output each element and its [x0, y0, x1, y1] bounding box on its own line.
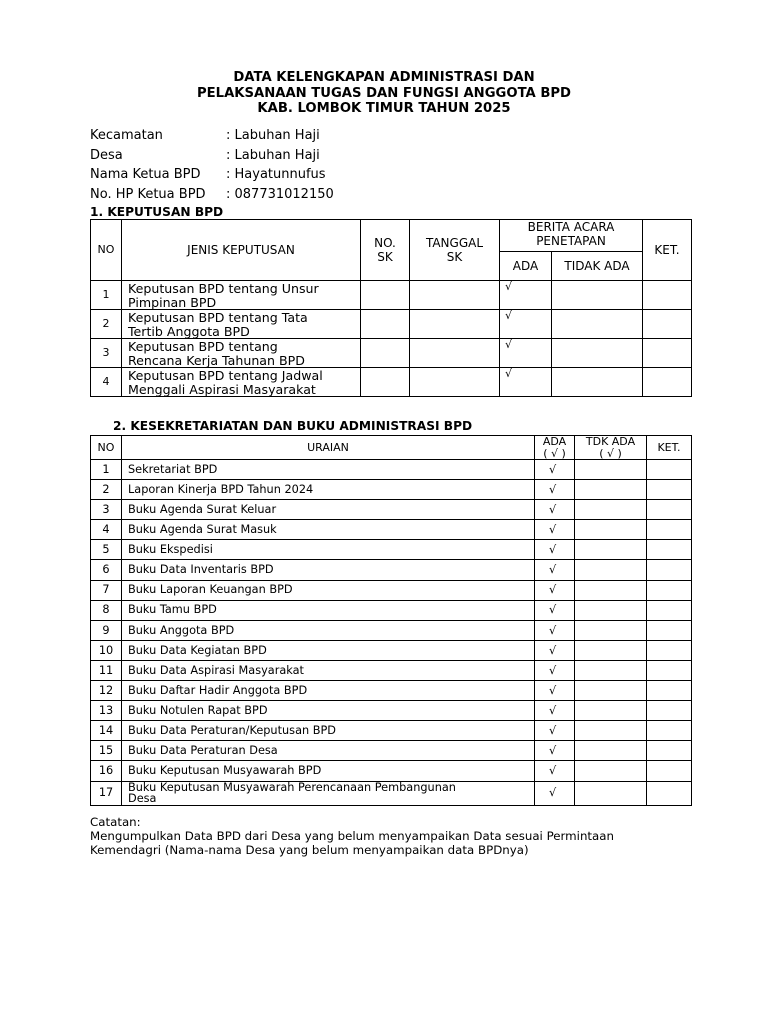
- row-uraian: Buku Data Kegiatan BPD: [122, 640, 535, 660]
- row-jenis-line2: Tertib Anggota BPD: [128, 323, 250, 339]
- buku-row: [91, 600, 692, 620]
- header-tdk-ada: [575, 436, 647, 460]
- section-2-heading: 2. KESEKRETARIATAN DAN BUKU ADMINISTRASI BPD: [113, 419, 473, 433]
- row-number: 16: [91, 761, 122, 781]
- row-number: 9: [91, 620, 122, 640]
- row-uraian: Buku Anggota BPD: [122, 620, 535, 640]
- row-tdk-ada: [575, 781, 647, 805]
- row-ket: [647, 460, 692, 480]
- row-tdk-ada: [575, 721, 647, 741]
- row-uraian: Buku Data Peraturan/Keputusan BPD: [122, 721, 535, 741]
- notes: [90, 815, 678, 857]
- row-tdk-ada: [575, 500, 647, 520]
- row-tidak-ada: [552, 281, 643, 310]
- row-jenis-line2: Pimpinan BPD: [128, 294, 217, 310]
- row-tanggal: [410, 310, 500, 339]
- buku-row: [91, 701, 692, 721]
- header-no: NO: [91, 220, 122, 281]
- notes-line-2: Kemendagri (Nama-nama Desa yang belum menyampaikan data BPDnya): [90, 843, 529, 857]
- header-ket: KET.: [647, 436, 692, 460]
- row-number: 14: [91, 721, 122, 741]
- row-uraian-line2: Desa: [128, 792, 157, 805]
- row-ada-check: √: [535, 580, 575, 600]
- info-value: : Hayatunnufus: [226, 167, 326, 182]
- buku-row: [91, 580, 692, 600]
- row-uraian: Buku Data Aspirasi Masyarakat: [122, 660, 535, 680]
- row-uraian-line1: Buku Keputusan Musyawarah Perencanaan Pembangunan: [128, 781, 456, 794]
- buku-row: [91, 620, 692, 640]
- row-number: 1: [91, 281, 122, 310]
- keputusan-row: [91, 310, 692, 339]
- row-tdk-ada: [575, 701, 647, 721]
- row-ada-check: √: [535, 721, 575, 741]
- info-label: Nama Ketua BPD: [90, 167, 201, 182]
- row-number: 7: [91, 580, 122, 600]
- buku-row: [91, 761, 692, 781]
- document-title: [0, 70, 768, 117]
- keputusan-row: [91, 339, 692, 368]
- row-ket: [643, 281, 692, 310]
- notes-line-1: Mengumpulkan Data BPD dari Desa yang belum menyampaikan Data sesuai Permintaan: [90, 829, 614, 843]
- header-berita-line2: PENETAPAN: [536, 234, 606, 248]
- row-ket: [647, 701, 692, 721]
- row-ada-check: √: [500, 281, 552, 310]
- header-no-sk: [361, 220, 410, 281]
- row-ada-check: √: [535, 520, 575, 540]
- row-jenis-line1: Keputusan BPD tentang Tata: [128, 310, 308, 325]
- row-number: 1: [91, 460, 122, 480]
- row-tdk-ada: [575, 540, 647, 560]
- row-ket: [647, 761, 692, 781]
- row-ket: [643, 310, 692, 339]
- row-no-sk: [361, 281, 410, 310]
- row-ada-check: √: [500, 310, 552, 339]
- row-ket: [647, 560, 692, 580]
- header-jenis-keputusan: JENIS KEPUTUSAN: [122, 220, 361, 281]
- row-tdk-ada: [575, 560, 647, 580]
- header-tdk-line1: TDK ADA: [585, 435, 636, 448]
- row-number: 5: [91, 540, 122, 560]
- header-uraian: URAIAN: [122, 436, 535, 460]
- row-ket: [647, 781, 692, 805]
- row-number: 11: [91, 660, 122, 680]
- identity-info: [90, 126, 334, 204]
- row-ada-check: √: [535, 540, 575, 560]
- row-tdk-ada: [575, 620, 647, 640]
- row-ada-check: √: [535, 781, 575, 805]
- row-jenis: [122, 368, 361, 397]
- buku-administrasi-table: [90, 435, 692, 806]
- row-uraian: Buku Agenda Surat Masuk: [122, 520, 535, 540]
- row-number: 3: [91, 500, 122, 520]
- row-ket: [647, 480, 692, 500]
- row-jenis: [122, 339, 361, 368]
- header-no: NO: [91, 436, 122, 460]
- header-ada-line1: ADA: [542, 435, 567, 448]
- row-uraian: Buku Ekspedisi: [122, 540, 535, 560]
- row-ket: [647, 620, 692, 640]
- header-ada: [535, 436, 575, 460]
- buku-row: [91, 500, 692, 520]
- row-jenis: [122, 281, 361, 310]
- header-berita-acara: [500, 220, 643, 252]
- buku-row: [91, 781, 692, 805]
- info-value: : Labuhan Haji: [226, 147, 320, 163]
- info-row-hp: [90, 185, 334, 205]
- row-ket: [647, 600, 692, 620]
- title-line-3: KAB. LOMBOK TIMUR TAHUN 2025: [257, 101, 511, 116]
- row-uraian: [122, 781, 535, 805]
- row-tdk-ada: [575, 460, 647, 480]
- keputusan-table: [90, 219, 692, 397]
- buku-row: [91, 660, 692, 680]
- row-ket: [647, 640, 692, 660]
- header-ket: KET.: [643, 220, 692, 281]
- row-tdk-ada: [575, 580, 647, 600]
- row-number: 10: [91, 640, 122, 660]
- row-tanggal: [410, 281, 500, 310]
- row-ada-check: √: [535, 660, 575, 680]
- row-tdk-ada: [575, 660, 647, 680]
- info-row-kecamatan: [90, 126, 334, 146]
- row-ada-check: √: [535, 761, 575, 781]
- row-tidak-ada: [552, 339, 643, 368]
- row-jenis-line2: Menggali Aspirasi Masyarakat: [128, 381, 316, 397]
- row-uraian: Laporan Kinerja BPD Tahun 2024: [122, 480, 535, 500]
- row-no-sk: [361, 310, 410, 339]
- buku-table-body: [91, 460, 692, 806]
- row-ket: [647, 500, 692, 520]
- info-label: No. HP Ketua BPD: [90, 186, 206, 202]
- row-ket: [647, 660, 692, 680]
- row-ada-check: √: [535, 480, 575, 500]
- buku-row: [91, 741, 692, 761]
- buku-row: [91, 560, 692, 580]
- buku-row: [91, 540, 692, 560]
- row-uraian: Buku Laporan Keuangan BPD: [122, 580, 535, 600]
- row-jenis-line2: Rencana Kerja Tahunan BPD: [128, 352, 305, 368]
- section-1-heading: 1. KEPUTUSAN BPD: [90, 205, 224, 219]
- keputusan-row: [91, 368, 692, 397]
- row-uraian: Buku Notulen Rapat BPD: [122, 701, 535, 721]
- info-row-ketua: [90, 165, 334, 185]
- row-tanggal: [410, 368, 500, 397]
- buku-row: [91, 460, 692, 480]
- header-tanggal-line1: TANGGAL: [425, 236, 484, 250]
- row-uraian: Buku Tamu BPD: [122, 600, 535, 620]
- info-label: Kecamatan: [90, 128, 163, 143]
- row-ket: [643, 339, 692, 368]
- row-ada-check: √: [535, 600, 575, 620]
- buku-row: [91, 520, 692, 540]
- row-no-sk: [361, 368, 410, 397]
- row-number: 17: [91, 781, 122, 805]
- row-uraian: Buku Daftar Hadir Anggota BPD: [122, 681, 535, 701]
- info-row-desa: [90, 146, 334, 166]
- header-no-sk-line1: NO.: [374, 236, 396, 250]
- header-tidak-ada: TIDAK ADA: [552, 252, 643, 281]
- header-ada: ADA: [500, 252, 552, 281]
- row-ada-check: √: [535, 560, 575, 580]
- row-ket: [647, 721, 692, 741]
- row-ket: [647, 580, 692, 600]
- row-number: 3: [91, 339, 122, 368]
- row-jenis: [122, 310, 361, 339]
- row-number: 4: [91, 368, 122, 397]
- row-tdk-ada: [575, 741, 647, 761]
- row-no-sk: [361, 339, 410, 368]
- row-tanggal: [410, 339, 500, 368]
- row-ada-check: √: [535, 620, 575, 640]
- row-ada-check: √: [535, 701, 575, 721]
- notes-label: Catatan:: [90, 815, 141, 829]
- row-number: 2: [91, 480, 122, 500]
- row-ada-check: √: [535, 500, 575, 520]
- row-ada-check: √: [535, 460, 575, 480]
- row-uraian: Buku Data Peraturan Desa: [122, 741, 535, 761]
- buku-row: [91, 681, 692, 701]
- buku-row: [91, 480, 692, 500]
- row-uraian: Buku Keputusan Musyawarah BPD: [122, 761, 535, 781]
- title-line-2: PELAKSANAAN TUGAS DAN FUNGSI ANGGOTA BPD: [197, 85, 571, 101]
- row-ket: [647, 741, 692, 761]
- buku-row: [91, 721, 692, 741]
- row-tidak-ada: [552, 310, 643, 339]
- row-ket: [643, 368, 692, 397]
- header-tanggal-sk: [410, 220, 500, 281]
- row-jenis-line1: Keputusan BPD tentang Jadwal: [128, 368, 323, 383]
- buku-row: [91, 640, 692, 660]
- header-berita-line1: BERITA ACARA: [527, 220, 615, 234]
- row-ada-check: √: [535, 741, 575, 761]
- keputusan-row: [91, 281, 692, 310]
- row-ada-check: √: [535, 681, 575, 701]
- header-tdk-line2: ( √ ): [599, 446, 622, 460]
- row-uraian: Sekretariat BPD: [122, 460, 535, 480]
- row-ket: [647, 540, 692, 560]
- info-label: Desa: [90, 147, 123, 163]
- row-tdk-ada: [575, 761, 647, 781]
- row-ket: [647, 520, 692, 540]
- row-tdk-ada: [575, 600, 647, 620]
- row-tdk-ada: [575, 640, 647, 660]
- info-value: : 087731012150: [226, 186, 334, 202]
- row-number: 2: [91, 310, 122, 339]
- row-jenis-line1: Keputusan BPD tentang: [128, 339, 278, 354]
- row-number: 8: [91, 600, 122, 620]
- row-number: 12: [91, 681, 122, 701]
- row-ada-check: √: [535, 640, 575, 660]
- header-no-sk-line2: SK: [377, 250, 393, 264]
- title-line-1: DATA KELENGKAPAN ADMINISTRASI DAN: [233, 70, 535, 85]
- row-uraian: Buku Data Inventaris BPD: [122, 560, 535, 580]
- row-number: 15: [91, 741, 122, 761]
- row-ada-check: √: [500, 339, 552, 368]
- row-tdk-ada: [575, 480, 647, 500]
- row-jenis-line1: Keputusan BPD tentang Unsur: [128, 281, 319, 296]
- row-number: 13: [91, 701, 122, 721]
- row-uraian: Buku Agenda Surat Keluar: [122, 500, 535, 520]
- row-ket: [647, 681, 692, 701]
- row-tdk-ada: [575, 681, 647, 701]
- row-number: 6: [91, 560, 122, 580]
- header-tanggal-line2: SK: [446, 250, 463, 264]
- info-value: : Labuhan Haji: [226, 128, 320, 143]
- row-tdk-ada: [575, 520, 647, 540]
- row-tidak-ada: [552, 368, 643, 397]
- row-number: 4: [91, 520, 122, 540]
- header-ada-line2: ( √ ): [543, 446, 566, 460]
- row-ada-check: √: [500, 368, 552, 397]
